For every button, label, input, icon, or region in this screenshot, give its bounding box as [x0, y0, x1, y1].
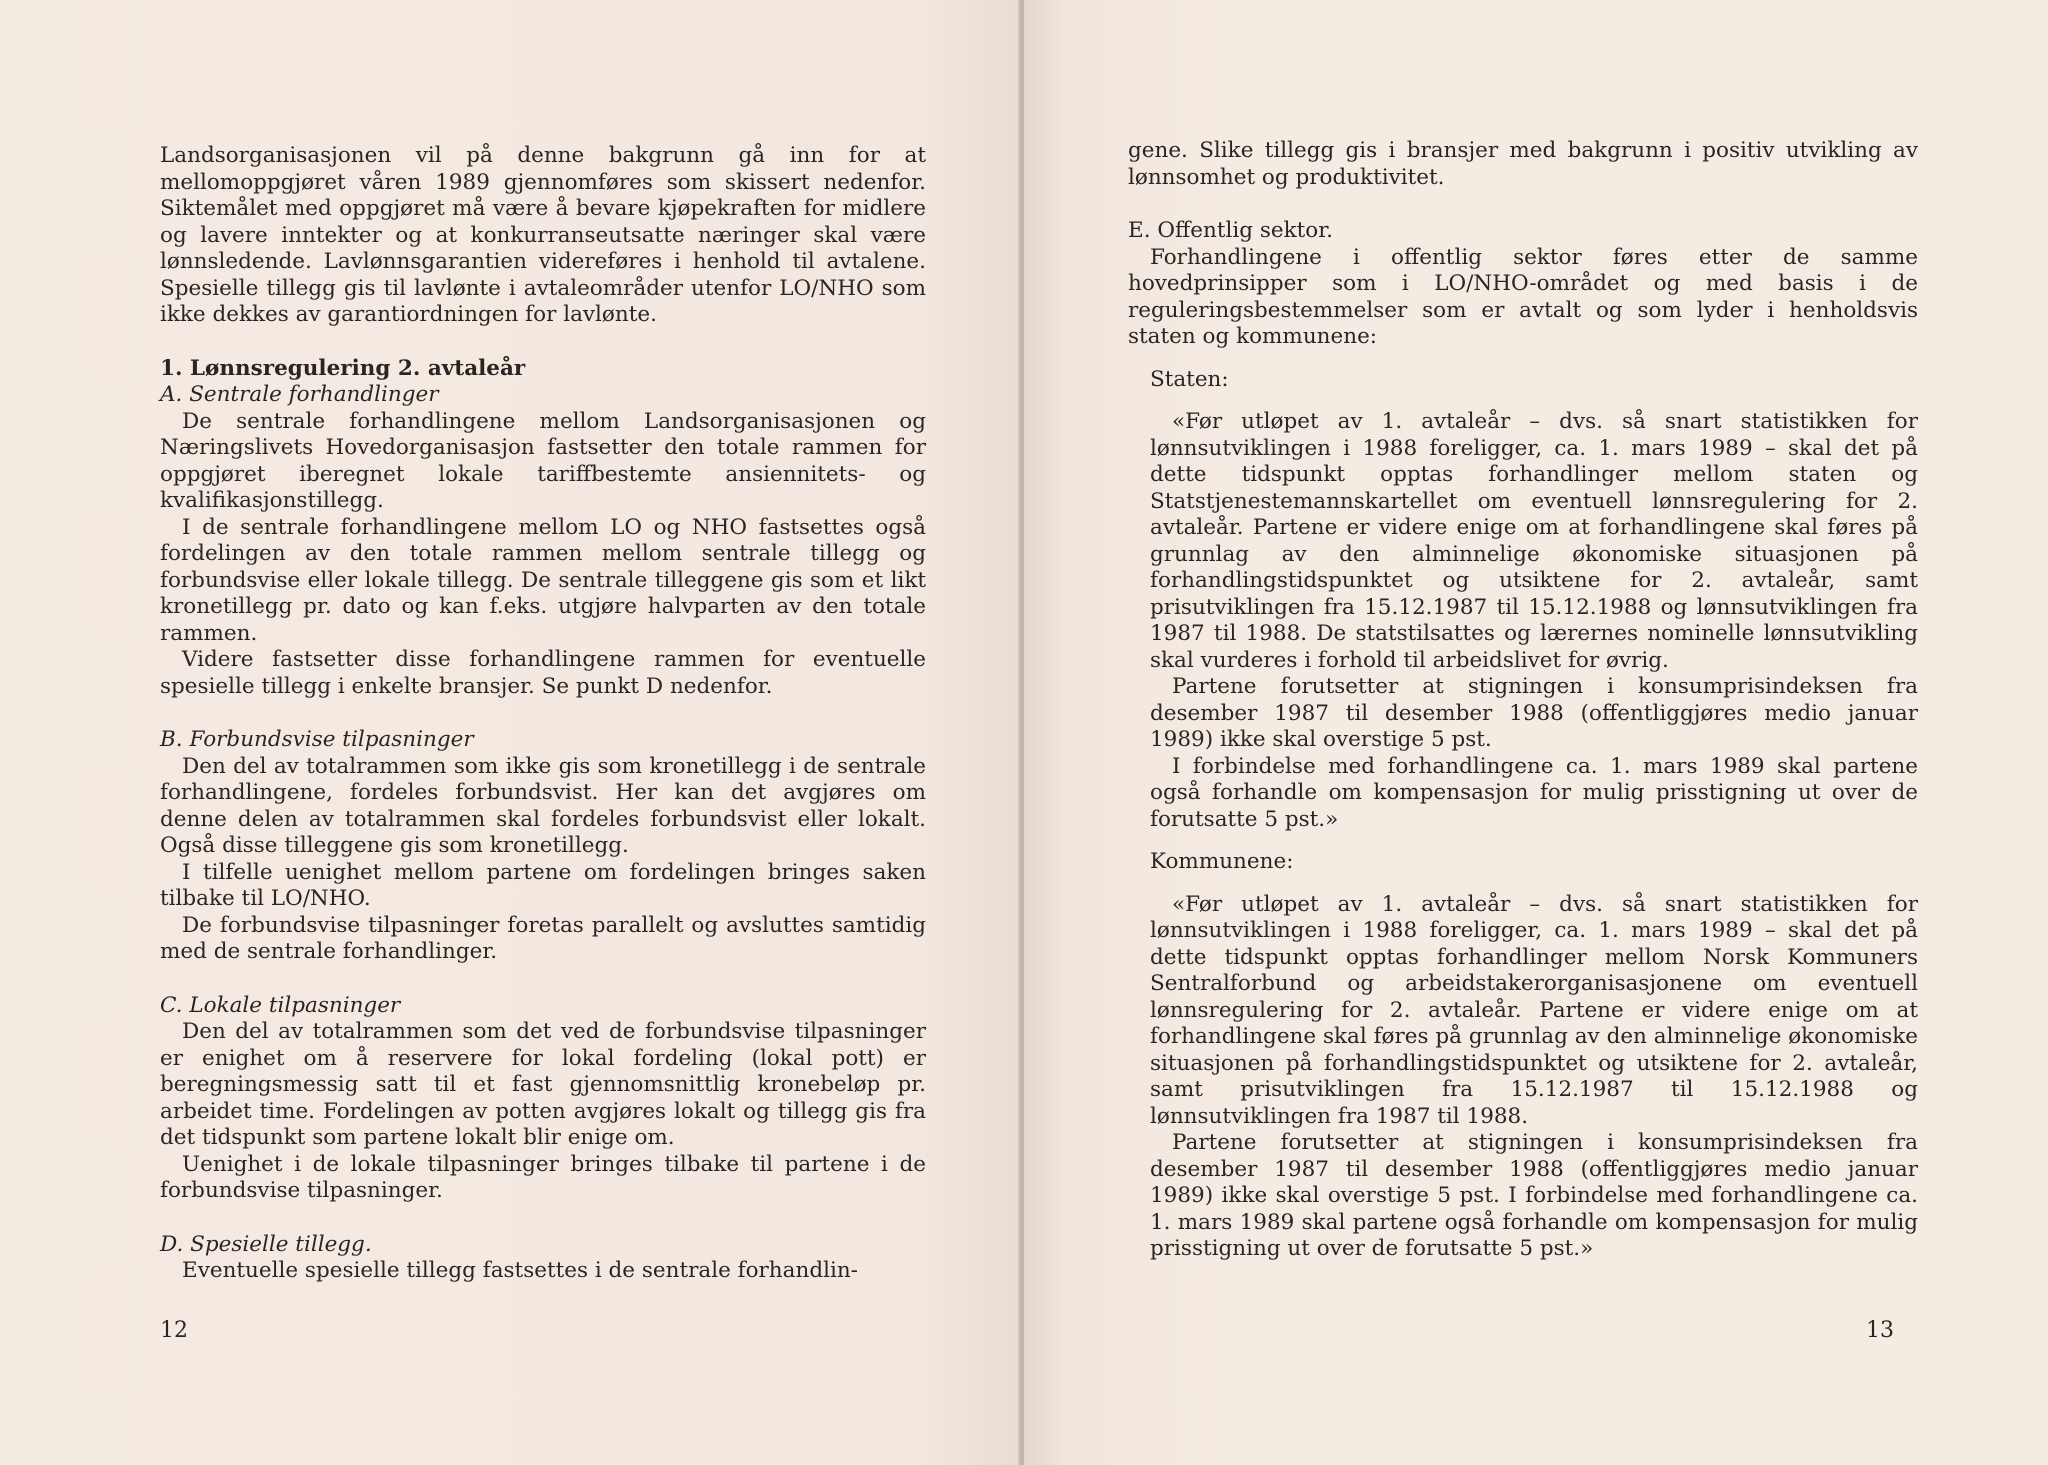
- paragraph-a3: Videre fastsetter disse forhandlingene rammen for eventuelle spesielle tillegg i enkelte bransjer. Se punkt D nedenfor.: [160, 647, 926, 699]
- paragraph-b3: De forbundsvise tilpasninger foretas parallelt og avsluttes samtidig med de sentrale forhandlinger.: [160, 912, 926, 964]
- left-page: [0, 0, 1020, 1465]
- intro-paragraph: Landsorganisasjonen vil på denne bakgrunn gå inn for at mellomoppgjøret våren 1989 gjennomføres som skissert nedenfor. Siktemålet med oppgjøret må være å bevare kjøpekraften for midlere og lavere inntekter og at konkurranseutsatte næringer skal være lønnsledende. Lavlønnsgarantien videreføres i henhold til avtalene. Spesielle tillegg gis til lavlønte i avtaleområder utenfor LO/NHO som ikke dekkes av garantiordningen for lavlønte.: [160, 143, 926, 327]
- subheading-b: B. Forbundsvise tilpasninger: [160, 727, 474, 752]
- paragraph-b1: Den del av totalrammen som ikke gis som kronetillegg i de sentrale forhandlingene, fordeles forbundsvist. Her kan det avgjøres om denne delen av totalrammen skal fordeles forbundsvist eller lokalt. Også disse tilleggene gis som kronetillegg.: [160, 753, 926, 858]
- paragraph-b2: I tilfelle uenighet mellom partene om fordelingen bringes saken tilbake til LO/NHO.: [160, 859, 926, 911]
- paragraph-a1: De sentrale forhandlingene mellom Landsorganisasjonen og Næringslivets Hovedorganisasjon fastsetter den totale rammen for oppgjøret iberegnet lokale tariffbestemte ansiennitets- og kvalifikasjonstillegg.: [160, 408, 926, 513]
- kommunene-paragraph-1: «Før utløpet av 1. avtaleår – dvs. så snart statistikken for lønnsutviklingen i 1988 foreligger, ca. 1. mars 1989 – skal det på dette tidspunkt opptas forhandlinger mellom Norsk Kommuners Sentralforbund og arbeidstakerorganisasjonene om eventuell lønnsregulering for 2. avtaleår. Partene er videre enige om at forhandlingene skal føres på grunnlag av den alminnelige økonomiske situasjonen på forhandlingstidspunktet og utsiktene for 2. avtaleår, samt prisutviklingen fra 15.12.1987 til 15.12.1988 og lønnsutviklingen fra 1987 til 1988.: [1150, 891, 1918, 1129]
- left-page-text: [160, 143, 926, 1285]
- staten-paragraph-1: «Før utløpet av 1. avtaleår – dvs. så snart statistikken for lønnsutviklingen i 1988 foreligger, ca. 1. mars 1989 – skal det på dette tidspunkt opptas forhandlinger mellom staten og Statstjenestemannskartellet om eventuell lønnsregulering for 2. avtaleår. Partene er videre enige om at forhandlingene skal føres på grunnlag av den alminnelige økonomiske situasjonen på forhandlingstidspunktet og utsiktene for 2. avtaleår, samt prisutviklingen fra 15.12.1987 til 15.12.1988 og lønnsutviklingen fra 1987 til 1988. De statstilsattes og lærernes nominelle lønnsutvikling skal vurderes i forhold til arbeidslivet for øvrig.: [1150, 409, 1918, 673]
- kommunene-paragraph-2: Partene forutsetter at stigningen i konsumprisindeksen fra desember 1987 til desember 1988 (offentliggjøres medio januar 1989) ikke skal overstige 5 pst. I forbindelse med forhandlingene ca. 1. mars 1989 skal partene også forhandle om kompensasjon for mulig prisstigning ut over de forutsatte 5 pst.»: [1150, 1130, 1918, 1261]
- section-heading: 1. Lønnsregulering 2. avtaleår: [160, 355, 526, 381]
- page-number-right: 13: [1866, 1318, 1894, 1343]
- right-page-text: [1128, 138, 1918, 1263]
- staten-paragraph-3: I forbindelse med forhandlingene ca. 1. mars 1989 skal partene også forhandle om kompensasjon for mulig prisstigning ut over de forutsatte 5 pst.»: [1150, 753, 1918, 832]
- subheading-d: D. Spesielle tillegg.: [160, 1231, 372, 1257]
- paragraph-c2: Uenighet i de lokale tilpasninger bringes tilbake til partene i de forbundsvise tilpasninger.: [160, 1151, 926, 1203]
- subheading-a: A. Sentrale forhandlinger: [160, 382, 439, 407]
- quoted-provisions: [1150, 351, 1918, 1263]
- staten-paragraph-2: Partene forutsetter at stigningen i konsumprisindeksen fra desember 1987 til desember 1988 (offentliggjøres medio januar 1989) ikke skal overstige 5 pst.: [1150, 674, 1918, 752]
- paragraph-a2: I de sentrale forhandlingene mellom LO og NHO fastsettes også fordelingen av den totale rammen mellom sentrale tillegg og forbundsvise eller lokale tillegg. De sentrale tilleggene gis som et likt kronetillegg pr. dato og kan f.eks. utgjøre halvparten av den totale rammen.: [160, 514, 926, 646]
- right-page: [1024, 0, 2048, 1465]
- subheading-c: C. Lokale tilpasninger: [160, 992, 401, 1018]
- continued-paragraph: gene. Slike tillegg gis i bransjer med bakgrunn i positiv utvikling av lønnsomhet og produktivitet.: [1128, 138, 1918, 190]
- staten-label: Staten:: [1150, 366, 1229, 392]
- paragraph-c1: Den del av totalrammen som det ved de forbundsvise tilpasninger er enighet om å reservere for lokal fordeling (lokal pott) er beregningsmessig satt til et fast gjennomsnittlig kronebeløp pr. arbeidet time. Fordelingen av potten avgjøres lokalt og tillegg gis fra det tidspunkt som partene lokalt blir enige om.: [160, 1019, 926, 1150]
- subheading-e: E. Offentlig sektor.: [1128, 218, 1333, 243]
- page-number-left: 12: [160, 1318, 188, 1343]
- kommunene-label: Kommunene:: [1150, 849, 1294, 874]
- paragraph-d1: Eventuelle spesielle tillegg fastsettes i de sentrale forhandlin-: [182, 1258, 858, 1283]
- paragraph-e1: Forhandlingene i offentlig sektor føres etter de samme hovedprinsipper som i LO/NHO-området og med basis i de reguleringsbestemmelser som er avtalt og som lyder i henholdsvis staten og kommunene:: [1128, 244, 1918, 349]
